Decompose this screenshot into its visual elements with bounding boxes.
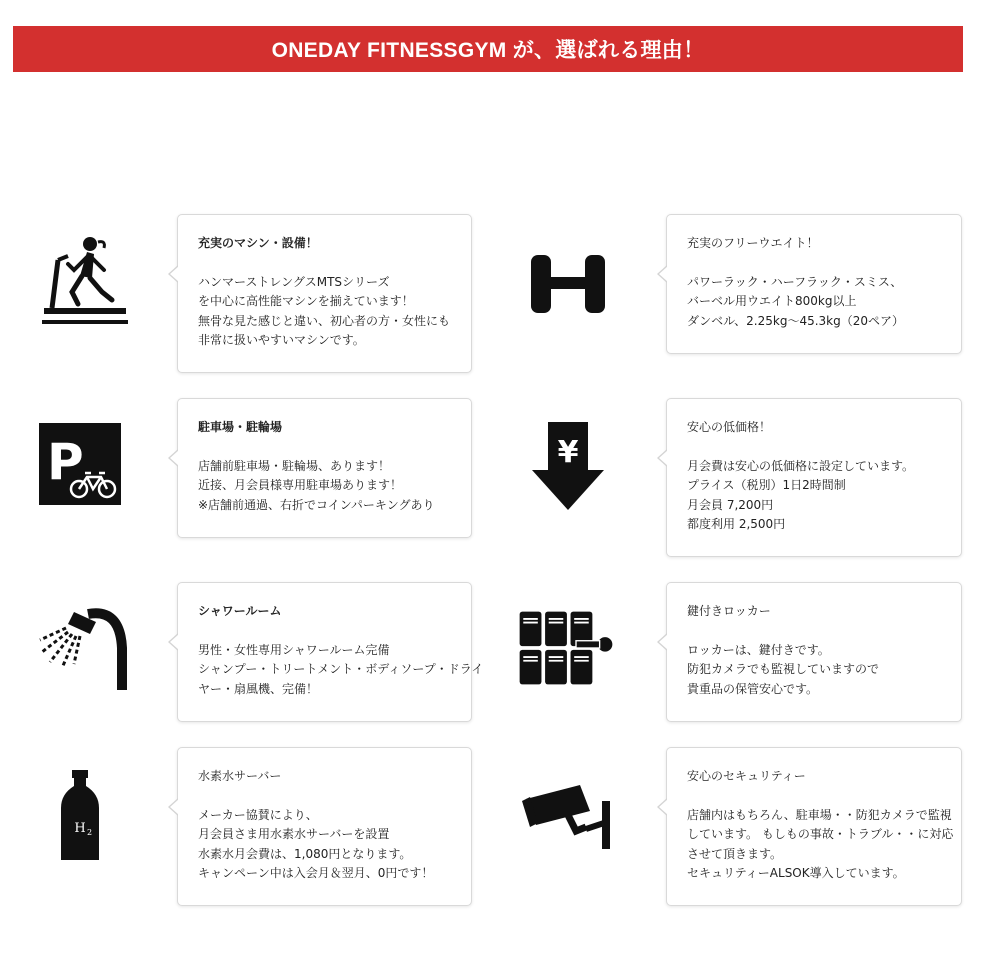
- feature-title: 水素水サーバー: [198, 769, 282, 783]
- feature-title: 安心の低価格！: [687, 420, 772, 434]
- feature-text-line: プライス（税別）1日2時間制: [687, 478, 846, 492]
- feature-text-line: 防犯カメラでも監視していますので: [687, 662, 880, 676]
- feature-text-line: 都度利用 2,500円: [687, 517, 786, 531]
- feature-text-line: しています。 もしもの事故・トラブル・・に対応: [687, 827, 954, 841]
- feature-title: 充実のフリーウエイト！: [687, 236, 819, 250]
- feature-card-machines: [177, 214, 472, 373]
- dumbbell-icon: [518, 232, 618, 332]
- svg-text:H: H: [74, 821, 86, 836]
- water-bottle-icon: [30, 766, 130, 866]
- feature-text-line: キャンペーン中は入会月＆翌月、0円です！: [198, 866, 434, 880]
- section-header: [13, 26, 963, 72]
- shower-icon: [30, 598, 130, 698]
- low-price-icon: [518, 416, 618, 516]
- svg-text:P: P: [47, 433, 84, 491]
- feature-text-line: させて頂きます。: [687, 846, 783, 861]
- feature-text-line: パワーラック・ハーフラック・スミス、: [687, 274, 903, 289]
- feature-text-line: 無骨な見た感じと違い、初心者の方・女性にも: [198, 313, 451, 328]
- feature-card-security: [666, 747, 962, 906]
- feature-text-line: ダンベル、2.25kg〜45.3kg（20ペア）: [687, 313, 905, 328]
- feature-text-line: 月会員 7,200円: [687, 497, 774, 512]
- feature-text-line: を中心に高性能マシンを揃えています！: [198, 294, 414, 308]
- feature-title: シャワールーム: [198, 604, 282, 618]
- locker-icon: [516, 598, 616, 698]
- feature-card-shower: [177, 582, 484, 722]
- parking-icon: [30, 414, 130, 514]
- feature-text-line: 月会員さま用水素水サーバーを設置: [198, 827, 390, 841]
- feature-text-line: 男性・女性専用シャワールーム完備: [198, 642, 390, 657]
- feature-title: 駐車場・駐輪場: [198, 420, 283, 434]
- feature-text-line: 月会費は安心の低価格に設定しています。: [687, 458, 915, 473]
- feature-text-line: 貴重品の保管安心です。: [687, 681, 819, 696]
- section-title: ONEDAY FITNESSGYM が、選ばれる理由！: [271, 39, 705, 62]
- feature-card-hydrogen-water: [177, 747, 472, 906]
- svg-text:¥: ¥: [557, 435, 579, 470]
- feature-text-line: 近接、月会員様専用駐車場あります！: [198, 478, 403, 492]
- feature-text-line: シャンプー・トリートメント・ボディソープ・ドライ: [198, 662, 484, 676]
- feature-card-parking: [177, 398, 472, 538]
- feature-text-line: 店舗前駐車場・駐輪場、あります！: [198, 458, 391, 473]
- feature-text-line: ハンマーストレングスMTSシリーズ: [198, 274, 390, 289]
- feature-text-line: 水素水月会費は、1,080円となります。: [198, 846, 412, 861]
- feature-card-lockers: [666, 582, 962, 722]
- feature-text-line: ロッカーは、鍵付きです。: [687, 642, 830, 657]
- feature-text-line: バーベル用ウエイト800kg以上: [687, 294, 857, 308]
- feature-text-line: ヤー・扇風機、完備！: [198, 681, 319, 696]
- feature-text-line: 店舗内はもちろん、駐車場・・防犯カメラで監視: [687, 807, 952, 822]
- security-camera-icon: [516, 766, 616, 866]
- feature-title: 安心のセキュリティー: [687, 769, 806, 783]
- feature-text-line: ※店舗前通過、右折でコインパーキングあり: [198, 497, 435, 512]
- feature-title: 鍵付きロッカー: [687, 604, 771, 618]
- svg-text:2: 2: [87, 828, 93, 837]
- treadmill-icon: [30, 232, 130, 332]
- feature-text-line: 非常に扱いやすいマシンです。: [198, 333, 365, 347]
- feature-text-line: メーカー協賛により、: [198, 807, 318, 822]
- feature-title: 充実のマシン・設備！: [198, 236, 318, 250]
- feature-card-low-price: [666, 398, 962, 557]
- feature-text-line: セキュリティーALSOK導入しています。: [687, 866, 905, 880]
- feature-card-free-weights: [666, 214, 962, 354]
